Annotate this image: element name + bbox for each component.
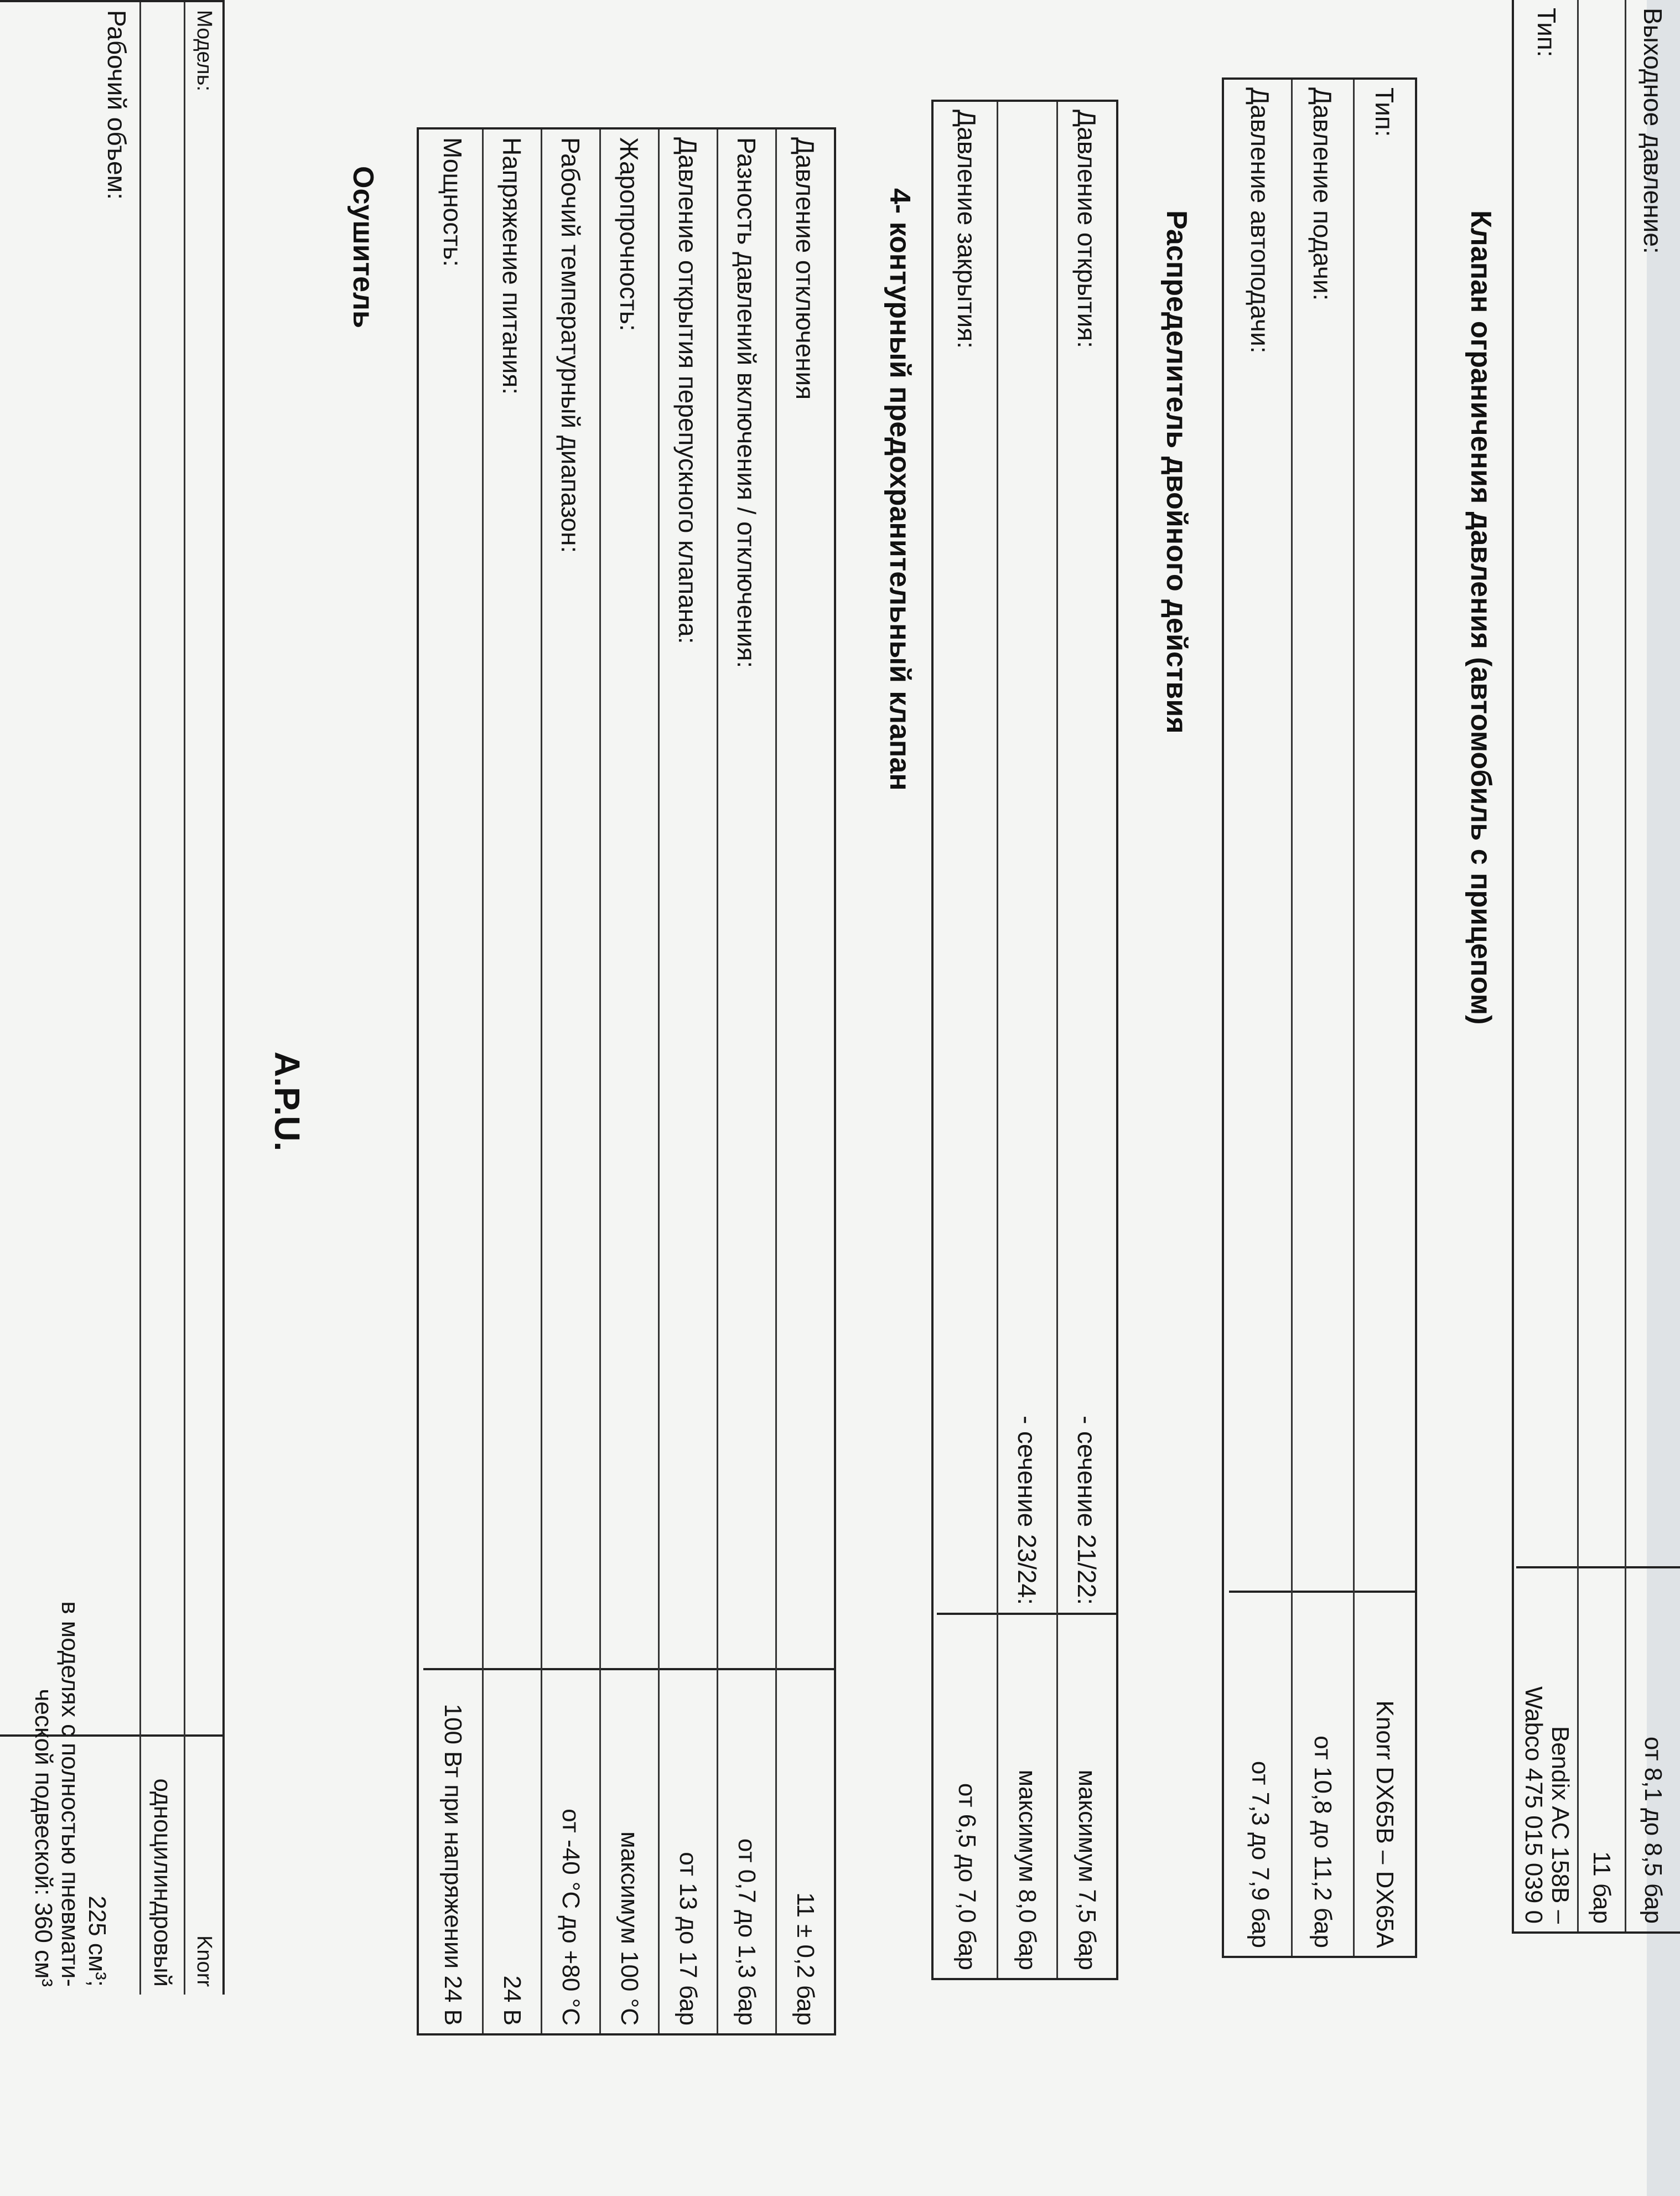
- dryer-table: [417, 127, 836, 2036]
- row-value: Knorr DX65B – DX65A: [1355, 1591, 1415, 1956]
- row-label: Напряжение питания:: [497, 137, 527, 395]
- row-value: 100 Вт при напряжении 24 В: [423, 1668, 482, 2033]
- row-label: Разность давлений включения / отключения:: [732, 137, 761, 669]
- row-value: Knorr: [185, 1734, 222, 1995]
- row-value: [1516, 1566, 1577, 1931]
- row-sub-label: - сечение 21/22:: [1072, 1415, 1102, 1605]
- table-row: [1291, 80, 1353, 1956]
- table-row: [1625, 0, 1680, 1931]
- row-label: Давление отключения: [791, 137, 820, 400]
- table-row: [1056, 102, 1116, 1978]
- four-circuit-title: 4- контурный предохранительный клапан: [884, 188, 916, 791]
- row-value: [0, 1601, 139, 1995]
- row-label: Выходное давление:: [1638, 8, 1668, 254]
- table-row: [658, 130, 717, 2033]
- table-row: [184, 2, 222, 1995]
- row-label: Рабочий объем:: [102, 10, 131, 200]
- table-row: [599, 130, 658, 2033]
- row-value: от 0,7 до 1,3 бар: [718, 1668, 775, 2033]
- table-row: [1353, 80, 1415, 1956]
- table-row: [937, 102, 997, 1978]
- volume-line-3: ческой подвеской: 360 см³: [29, 1689, 57, 1987]
- table-row: [775, 130, 834, 2033]
- limiter-type-line-1: Bendix AC 158B –: [1547, 1726, 1574, 1924]
- distributor-table: [1222, 77, 1417, 1958]
- row-sub-label: [937, 1380, 997, 1613]
- row-label: [141, 2, 184, 1734]
- volume-line-2: в моделях с полностью пневмати-: [56, 1601, 84, 1987]
- table-row: [1229, 80, 1291, 1956]
- row-value: от -40 °C до +80 °C: [542, 1668, 599, 2033]
- row-sub-label: - сечение 23/24:: [1013, 1415, 1042, 1605]
- limiter-title: Клапан ограничения давления (автомобиль с прицепом): [1465, 210, 1497, 1025]
- row-label: Тип:: [1370, 87, 1399, 137]
- row-label: Давление открытия:: [1072, 110, 1102, 348]
- row-label: Давление открытия перепускного клапана:: [673, 137, 703, 644]
- row-value: от 8,1 до 8,5 бар: [1626, 1566, 1680, 1931]
- row-label: Мощность:: [438, 137, 467, 267]
- row-value: 24 В: [484, 1668, 541, 2033]
- row-value: одноцилиндровый: [141, 1734, 184, 1995]
- row-value: от 13 до 17 бар: [660, 1668, 717, 2033]
- row-value: максимум 8,0 бар: [998, 1613, 1056, 1978]
- row-label: [1579, 0, 1625, 1566]
- row-value: 11 ± 0,2 бар: [777, 1668, 834, 2033]
- table-row: [541, 130, 599, 2033]
- table-row: [139, 2, 184, 1995]
- row-value: максимум 100 °C: [601, 1668, 658, 2033]
- limiter-type-line-2: Wabco 475 015 039 0: [1520, 1686, 1547, 1924]
- table-row: [997, 102, 1056, 1978]
- row-label: Давление подачи:: [1308, 87, 1337, 301]
- row-label: Жаропрочность:: [615, 137, 644, 332]
- table-row: [1577, 0, 1625, 1931]
- table-row: [717, 130, 775, 2033]
- table-row: [423, 130, 482, 2033]
- row-label: [998, 102, 1056, 1380]
- row-label: Давление закрытия:: [952, 110, 981, 349]
- volume-line-1: 225 см³;: [83, 1895, 111, 1987]
- apu-title: A.P.U.: [267, 1052, 307, 1152]
- row-value: от 10,8 до 11,2 бар: [1293, 1591, 1353, 1956]
- row-value: от 7,3 до 7,9 бар: [1229, 1591, 1291, 1956]
- limiter-table: [1512, 0, 1680, 1934]
- distributor-title: Распределитель двойного действия: [1160, 210, 1192, 734]
- row-value: от 6,5 до 7,0 бар: [937, 1613, 997, 1978]
- row-value: 11 бар: [1579, 1566, 1625, 1931]
- table-row: [482, 130, 541, 2033]
- row-label: Давление автоподачи:: [1246, 87, 1274, 354]
- row-label: Модель:: [193, 10, 216, 91]
- compressor-table: [0, 0, 225, 1995]
- dryer-title: Осушитель: [347, 166, 379, 328]
- four-circuit-table: [931, 100, 1118, 1980]
- table-row: [1516, 0, 1577, 1931]
- row-value: максимум 7,5 бар: [1058, 1613, 1116, 1978]
- row-label: Рабочий температурный диапазон:: [556, 137, 585, 553]
- row-label: Тип:: [1532, 8, 1561, 58]
- table-row: [0, 2, 139, 1995]
